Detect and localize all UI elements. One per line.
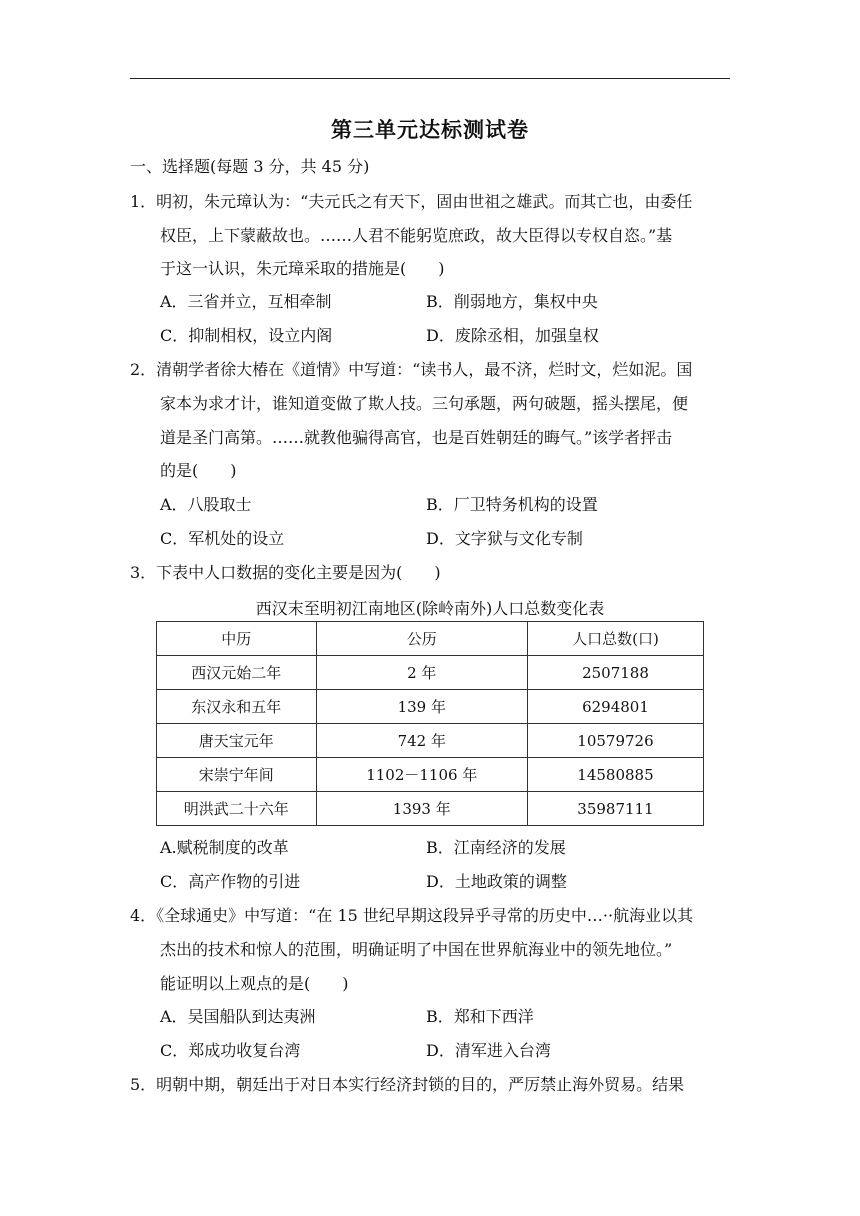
header-gregorian-year: 公历 (316, 622, 527, 656)
cell-population: 6294801 (527, 690, 703, 724)
q2-option-c[interactable]: C．军机处的设立 (160, 529, 285, 548)
q5-line-1: 5．明朝中期，朝廷出于对日本实行经济封锁的目的，严厉禁止海外贸易。结果 (130, 1075, 685, 1094)
q4-option-b[interactable]: B．郑和下西洋 (426, 1007, 534, 1026)
table-row (157, 656, 704, 690)
cell-year: 1393 年 (316, 792, 527, 826)
cell-era: 唐天宝元年 (157, 724, 317, 758)
q2-line-4: 的是( ) (160, 461, 237, 480)
q3-line-1: 3．下表中人口数据的变化主要是因为( ) (130, 563, 441, 582)
q2-line-1: 2．清朝学者徐大椿在《道情》中写道：“读书人，最不济，烂时文，烂如泥。国 (130, 360, 693, 379)
q1-option-d[interactable]: D．废除丞相，加强皇权 (426, 326, 599, 345)
section-heading: 一、选择题(每题 3 分，共 45 分) (130, 157, 370, 176)
q3-option-c[interactable]: C．高产作物的引进 (160, 872, 301, 891)
cell-era: 明洪武二十六年 (157, 792, 317, 826)
q1-option-b[interactable]: B．削弱地方，集权中央 (426, 292, 598, 311)
table-row (157, 758, 704, 792)
q2-option-d[interactable]: D．文字狱与文化专制 (426, 529, 583, 548)
cell-population: 2507188 (527, 656, 703, 690)
table-row (157, 792, 704, 826)
q1-line-1: 1．明初，朱元璋认为：“夫元氏之有天下，固由世祖之雄武。而其亡也，由委任 (130, 192, 693, 211)
cell-era: 西汉元始二年 (157, 656, 317, 690)
q1-line-2: 权臣，上下蒙蔽故也。……人君不能躬览庶政，故大臣得以专权自恣。”基 (160, 226, 673, 245)
q3-option-d[interactable]: D．土地政策的调整 (426, 872, 567, 891)
table-caption: 西汉末至明初江南地区(除岭南外)人口总数变化表 (255, 599, 605, 618)
header-population: 人口总数(口) (527, 622, 703, 656)
cell-population: 14580885 (527, 758, 703, 792)
q2-line-2: 家本为求才计，谁知道变做了欺人技。三句承题，两句破题，摇头摆尾，便 (160, 394, 689, 413)
top-rule (130, 78, 730, 79)
q4-option-a[interactable]: A．吴国船队到达夷洲 (160, 1007, 316, 1026)
q1-line-3: 于这一认识，朱元璋采取的措施是( ) (160, 259, 445, 278)
page-title: 第三单元达标测试卷 (331, 118, 529, 142)
cell-year: 2 年 (316, 656, 527, 690)
header-lunar-calendar: 中历 (157, 622, 317, 656)
cell-population: 35987111 (527, 792, 703, 826)
q4-line-1: 4．《全球通史》中写道：“在 15 世纪早期这段异乎寻常的历史中…··航海业以其 (130, 906, 694, 925)
cell-year: 1102－1106 年 (316, 758, 527, 792)
q1-option-c[interactable]: C．抑制相权，设立内阁 (160, 326, 333, 345)
cell-year: 742 年 (316, 724, 527, 758)
q3-option-a[interactable]: A.赋税制度的改革 (160, 838, 289, 857)
q2-option-b[interactable]: B．厂卫特务机构的设置 (426, 495, 598, 514)
q4-line-2: 杰出的技术和惊人的范围，明确证明了中国在世界航海业中的领先地位。” (160, 940, 673, 959)
q1-option-a[interactable]: A．三省并立，互相牵制 (160, 292, 332, 311)
q2-line-3: 道是圣门高第。……就教他骗得高官，也是百姓朝廷的晦气。”该学者抨击 (160, 428, 673, 447)
q2-option-a[interactable]: A．八股取士 (160, 495, 252, 514)
q4-line-3: 能证明以上观点的是( ) (160, 974, 349, 993)
cell-year: 139 年 (316, 690, 527, 724)
table-row (157, 690, 704, 724)
population-table (156, 621, 704, 826)
cell-population: 10579726 (527, 724, 703, 758)
q4-option-d[interactable]: D．清军进入台湾 (426, 1041, 551, 1060)
table-header-row (157, 622, 704, 656)
cell-era: 宋崇宁年间 (157, 758, 317, 792)
cell-era: 东汉永和五年 (157, 690, 317, 724)
table-row (157, 724, 704, 758)
q3-option-b[interactable]: B．江南经济的发展 (426, 838, 566, 857)
q4-option-c[interactable]: C．郑成功收复台湾 (160, 1041, 301, 1060)
